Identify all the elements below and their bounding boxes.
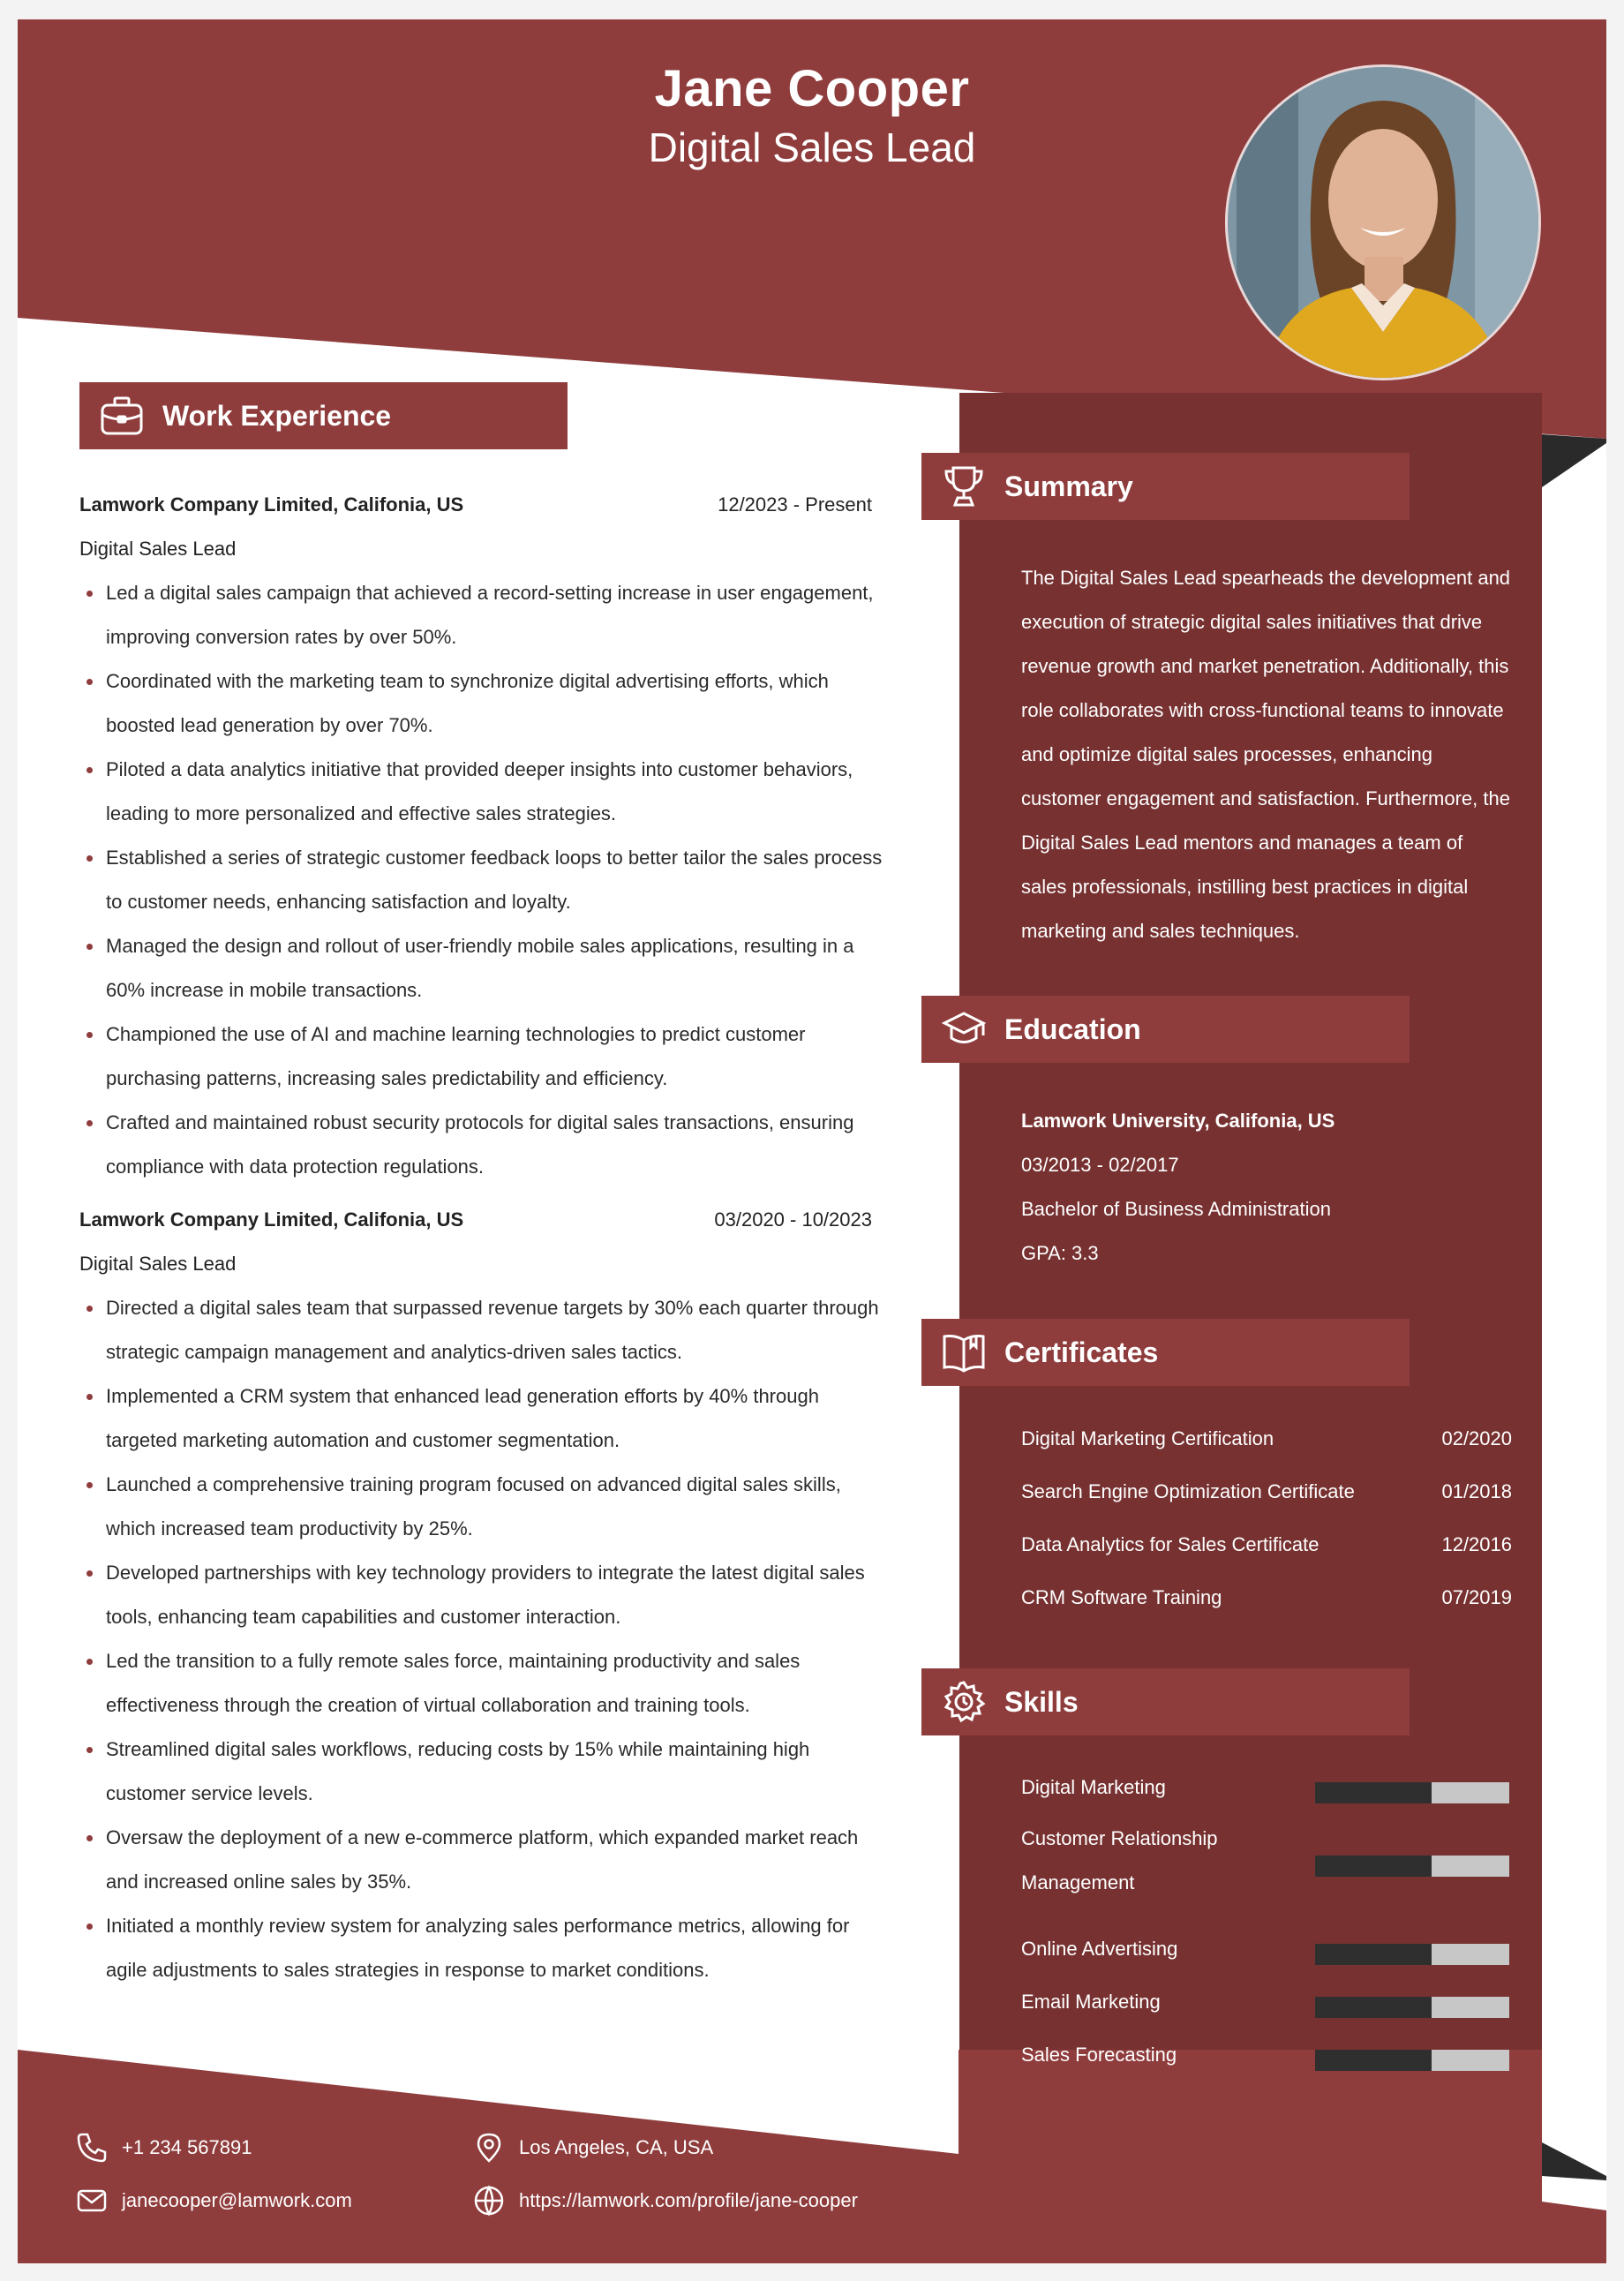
work-experience-header [79,382,568,449]
list-item: Implemented a CRM system that enhanced lead generation efforts by 40% through targeted marketing automation and customer segmentation. [79,1374,891,1463]
list-item: Oversaw the deployment of a new e-commerce platform, which expanded market reach and increased online sales by 35%. [79,1816,891,1904]
skill-level-bar [1315,1782,1509,1803]
profile-photo [1225,64,1541,380]
candidate-name: Jane Cooper [654,60,970,117]
certificate-date: 02/2020 [1441,1427,1512,1449]
list-item: Led a digital sales campaign that achieved a record-setting increase in user engagement, improving conversion rates by over 50%. [79,571,891,659]
location-pin-icon [471,2130,507,2165]
education-title: Education [1004,1013,1141,1045]
envelope-icon [74,2183,109,2218]
certificate-name: Digital Marketing Certification [1021,1427,1274,1449]
location-text: Los Angeles, CA, USA [519,2136,714,2158]
briefcase-icon [99,393,145,439]
list-item: Established a series of strategic customer feedback loops to better tailor the sales process to customer needs, enhancing satisfaction and loyalty. [79,836,891,924]
job-2-bullets [79,1286,891,1992]
certificates-header [921,1319,1410,1386]
education-header [921,996,1410,1063]
skill-name: Sales Forecasting [1021,2044,1177,2066]
skill-level-bar [1315,1944,1509,1965]
certificate-row [1021,1480,1512,1507]
footer-background [18,2050,1606,2263]
skill-level-bar [1315,2050,1509,2071]
skill-level-fill [1315,1944,1432,1965]
skill-level-fill [1315,1856,1432,1877]
gear-icon [941,1679,987,1725]
certificate-row [1021,1586,1512,1613]
certificate-name: Data Analytics for Sales Certificate [1021,1533,1320,1555]
education-gpa: GPA: 3.3 [1021,1242,1099,1264]
skill-level-bar [1315,1997,1509,2018]
list-item: Developed partnerships with key technology providers to integrate the latest digital sales tools, enhancing team capabilities and customer interaction. [79,1551,891,1639]
skills-header [921,1668,1410,1735]
education-dates: 03/2013 - 02/2017 [1021,1154,1179,1176]
list-item: Championed the use of AI and machine learning technologies to predict customer purchasing patterns, increasing sales predictability and efficiency. [79,1013,891,1101]
summary-title: Summary [1004,470,1133,502]
job-1-bullets [79,571,891,1189]
skill-name: Customer Relationship Management [1021,1827,1218,1893]
job-2-company: Lamwork Company Limited, Califonia, US [79,1208,464,1231]
book-icon [941,1329,987,1375]
list-item: Managed the design and rollout of user-friendly mobile sales applications, resulting in a 60% increase in mobile transactions. [79,924,891,1013]
work-experience-title: Work Experience [162,399,392,432]
education-school: Lamwork University, Califonia, US [1021,1110,1335,1132]
certificate-date: 01/2018 [1441,1480,1512,1502]
candidate-role: Digital Sales Lead [648,124,976,170]
contact-phone [74,2130,252,2165]
website-link[interactable]: https://lamwork.com/profile/jane-cooper [519,2189,858,2211]
contact-email[interactable] [74,2183,352,2218]
skill-level-fill [1315,1782,1432,1803]
list-item: Led the transition to a fully remote sales force, maintaining productivity and sales effectiveness through the creation of virtual collaboration and training tools. [79,1639,891,1728]
skills-title: Skills [1004,1685,1079,1718]
skill-name: Email Marketing [1021,1991,1161,2013]
trophy-icon [941,463,987,509]
job-2-dates: 03/2020 - 10/2023 [714,1208,872,1231]
education-degree: Bachelor of Business Administration [1021,1198,1331,1220]
certificate-date: 07/2019 [1441,1586,1512,1608]
graduation-cap-icon [941,1006,987,1052]
skill-level-bar [1315,1856,1509,1877]
job-1-title: Digital Sales Lead [79,538,237,560]
list-item: Streamlined digital sales workflows, reducing costs by 15% while maintaining high customer service levels. [79,1728,891,1816]
job-1-header [79,493,872,516]
certificates-title: Certificates [1004,1336,1159,1368]
list-item: Launched a comprehensive training program focused on advanced digital sales skills, which increased team productivity by 25%. [79,1463,891,1551]
job-2-header [79,1208,872,1231]
list-item: Coordinated with the marketing team to synchronize digital advertising efforts, which boosted lead generation by over 70%. [79,659,891,748]
skill-level-fill [1315,1997,1432,2018]
job-1-company: Lamwork Company Limited, Califonia, US [79,493,464,516]
email-text[interactable]: janecooper@lamwork.com [122,2189,352,2211]
list-item: Piloted a data analytics initiative that provided deeper insights into customer behaviors, leading to more personalized and effective sales strategies. [79,748,891,836]
skill-name: Digital Marketing [1021,1776,1166,1798]
certificate-date: 12/2016 [1441,1533,1512,1555]
skill-name: Online Advertising [1021,1938,1178,1960]
job-1-dates: 12/2023 - Present [718,493,872,516]
job-2-title: Digital Sales Lead [79,1253,237,1275]
skill-level-fill [1315,2050,1432,2071]
certificate-row [1021,1533,1512,1560]
list-item: Directed a digital sales team that surpassed revenue targets by 30% each quarter through strategic campaign management and analytics-driven sales tactics. [79,1286,891,1374]
summary-header [921,453,1410,520]
contact-website[interactable] [471,2183,858,2218]
list-item: Crafted and maintained robust security protocols for digital sales transactions, ensuring compliance with data protection regulations. [79,1101,891,1189]
summary-text: The Digital Sales Lead spearheads the development and execution of strategic digital sales initiatives that drive revenue growth and market penetration. Additionally, this role collaborates with cross-functional teams to innovate and optimize digital sales processes, enhancing customer engagement and satisfaction. Furthermore, the Digital Sales Lead mentors and manages a team of sales professionals, instilling best practices in digital marketing and sales techniques. [1021,567,1511,942]
list-item: Initiated a monthly review system for analyzing sales performance metrics, allowing for agile adjustments to sales strategies in response to market conditions. [79,1904,891,1992]
fold-corner-top [1542,434,1606,487]
certificate-name: Search Engine Optimization Certificate [1021,1480,1355,1502]
certificate-row [1021,1427,1512,1454]
phone-icon [74,2130,109,2165]
globe-icon [471,2183,507,2218]
phone-text: +1 234 567891 [122,2136,252,2158]
certificate-name: CRM Software Training [1021,1586,1222,1608]
resume-page [18,19,1606,2263]
contact-location [471,2130,713,2165]
portrait-illustration [1228,67,1538,378]
